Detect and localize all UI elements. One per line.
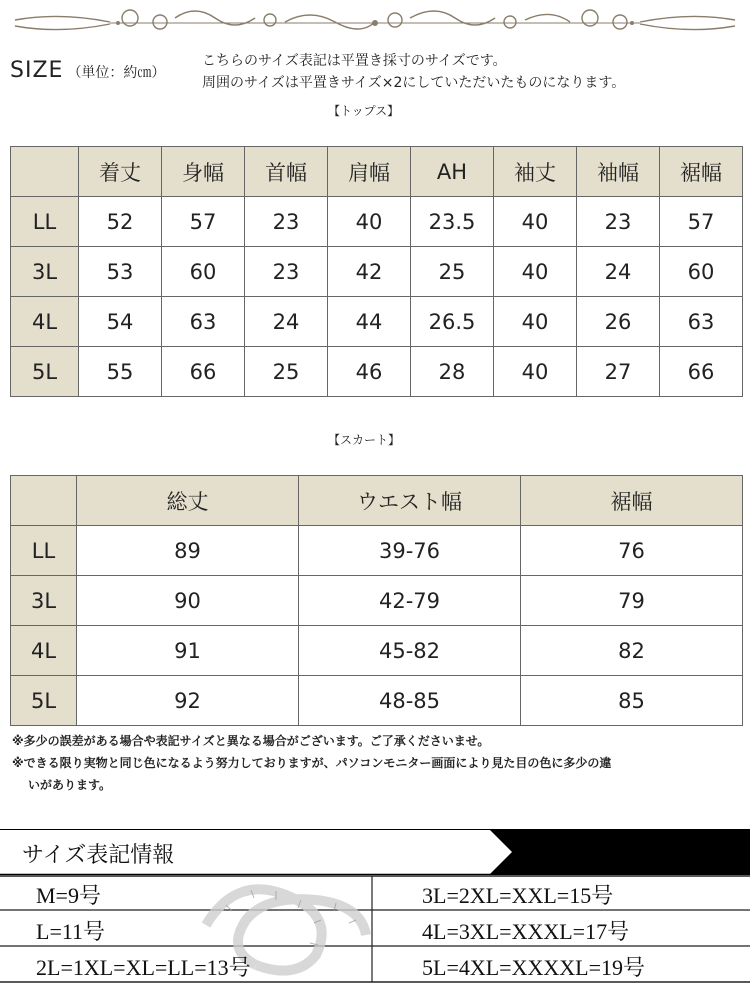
column-header: AH xyxy=(411,147,494,197)
table-header-row xyxy=(11,476,743,526)
size-info-title: サイズ表記情報 xyxy=(22,843,175,868)
disclaimer-notes xyxy=(12,730,742,796)
table-cell: 40 xyxy=(494,347,577,397)
table-cell: 57 xyxy=(162,197,245,247)
table-cell: 42-79 xyxy=(299,576,521,626)
row-size-label: 4L xyxy=(11,297,79,347)
skirt-size-table xyxy=(10,475,743,726)
tops-size-table xyxy=(10,146,743,397)
table-cell: 46 xyxy=(328,347,411,397)
table-cell: 90 xyxy=(77,576,299,626)
table-cell: 40 xyxy=(494,247,577,297)
column-header: 着丈 xyxy=(79,147,162,197)
table-cell: 52 xyxy=(79,197,162,247)
table-cell: 66 xyxy=(660,347,743,397)
table-cell: 54 xyxy=(79,297,162,347)
table-row xyxy=(11,676,743,726)
table-cell: 23 xyxy=(577,197,660,247)
row-size-label: LL xyxy=(11,526,77,576)
table-cell: 27 xyxy=(577,347,660,397)
column-header: 裾幅 xyxy=(660,147,743,197)
table-cell: 39-76 xyxy=(299,526,521,576)
size-note-line: こちらのサイズ表記は平置き採寸のサイズです。 xyxy=(202,53,507,69)
column-header: 裾幅 xyxy=(521,476,743,526)
column-header: 肩幅 xyxy=(328,147,411,197)
table-cell: 91 xyxy=(77,626,299,676)
table-cell: 24 xyxy=(577,247,660,297)
table-corner-cell xyxy=(11,476,77,526)
size-equivalent-right: 5L=4XL=XXXXL=19号 xyxy=(422,955,645,980)
table-cell: 92 xyxy=(77,676,299,726)
table-row xyxy=(11,576,743,626)
size-heading xyxy=(10,58,165,83)
table-cell: 66 xyxy=(162,347,245,397)
size-equivalent-right: 4L=3XL=XXXL=17号 xyxy=(422,919,630,944)
note-line: いがあります。 xyxy=(28,778,112,792)
table-row xyxy=(11,626,743,676)
table-cell: 82 xyxy=(521,626,743,676)
size-heading-label: SIZE xyxy=(10,58,64,83)
table-cell: 23 xyxy=(245,247,328,297)
table-cell: 53 xyxy=(79,247,162,297)
table-cell: 63 xyxy=(162,297,245,347)
table-cell: 63 xyxy=(660,297,743,347)
table-cell: 76 xyxy=(521,526,743,576)
column-header: 総丈 xyxy=(77,476,299,526)
column-header: 首幅 xyxy=(245,147,328,197)
column-header: 身幅 xyxy=(162,147,245,197)
table-cell: 85 xyxy=(521,676,743,726)
row-size-label: 3L xyxy=(11,247,79,297)
column-header: 袖幅 xyxy=(577,147,660,197)
row-size-label: LL xyxy=(11,197,79,247)
table-cell: 23 xyxy=(245,197,328,247)
row-size-label: 5L xyxy=(11,347,79,397)
row-size-label: 3L xyxy=(11,576,77,626)
note-line: ※多少の誤差がある場合や表記サイズと異なる場合がございます。ご了承くださいませ。 xyxy=(12,734,490,748)
table-cell: 26 xyxy=(577,297,660,347)
table-cell: 40 xyxy=(328,197,411,247)
table-cell: 23.5 xyxy=(411,197,494,247)
column-header: 袖丈 xyxy=(494,147,577,197)
table-corner-cell xyxy=(11,147,79,197)
table-cell: 40 xyxy=(494,197,577,247)
table-cell: 55 xyxy=(79,347,162,397)
table-cell: 60 xyxy=(162,247,245,297)
table-row xyxy=(11,526,743,576)
table-cell: 44 xyxy=(328,297,411,347)
skirt-section-title: 【スカート】 xyxy=(328,433,401,447)
table-cell: 40 xyxy=(494,297,577,347)
table-cell: 60 xyxy=(660,247,743,297)
size-equivalent-right: 3L=2XL=XXL=15号 xyxy=(422,883,614,908)
table-cell: 48-85 xyxy=(299,676,521,726)
table-row xyxy=(11,247,743,297)
row-size-label: 5L xyxy=(11,676,77,726)
table-cell: 24 xyxy=(245,297,328,347)
size-note xyxy=(202,50,625,94)
table-row xyxy=(11,197,743,247)
table-row xyxy=(11,297,743,347)
column-header: ウエスト幅 xyxy=(299,476,521,526)
size-equivalent-left: 2L=1XL=XL=LL=13号 xyxy=(36,955,251,980)
table-header-row xyxy=(11,147,743,197)
table-cell: 42 xyxy=(328,247,411,297)
row-size-label: 4L xyxy=(11,626,77,676)
table-cell: 25 xyxy=(245,347,328,397)
table-cell: 57 xyxy=(660,197,743,247)
table-cell: 25 xyxy=(411,247,494,297)
tops-section-title: 【トップス】 xyxy=(328,104,400,118)
table-cell: 45-82 xyxy=(299,626,521,676)
table-cell: 79 xyxy=(521,576,743,626)
table-cell: 28 xyxy=(411,347,494,397)
note-line: ※できる限り実物と同じ色になるよう努力しておりますが、パソコンモニター画面により見た目の色に多少の違 xyxy=(12,756,612,770)
table-cell: 89 xyxy=(77,526,299,576)
table-cell: 26.5 xyxy=(411,297,494,347)
size-note-line: 周囲のサイズは平置きサイズ×2にしていただいたものになります。 xyxy=(202,75,626,91)
table-row xyxy=(11,347,743,397)
size-equivalent-left: L=11号 xyxy=(36,919,106,944)
size-equivalent-left: M=9号 xyxy=(36,883,101,908)
size-unit-label: （単位：約㎝） xyxy=(67,65,166,81)
decorative-border-ornament xyxy=(0,0,750,46)
